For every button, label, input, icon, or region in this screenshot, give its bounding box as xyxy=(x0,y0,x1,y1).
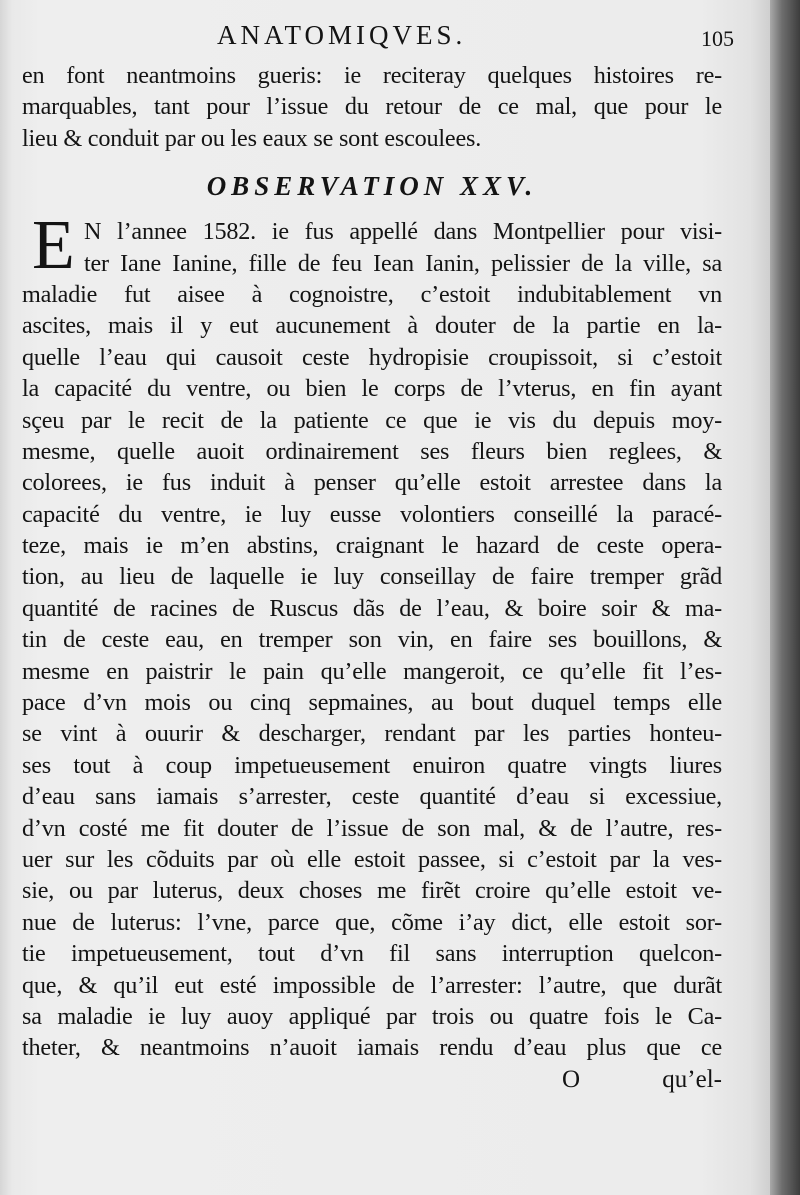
running-title: ANATOMIQVES. xyxy=(217,20,467,50)
drop-cap: E xyxy=(32,207,75,285)
text-line: ascites, mais il y eut aucunement à douter de la partie en la- xyxy=(22,312,722,340)
text-line: nue de luterus: l’vne, parce que, cõme i’ay dict, elle estoit sor- xyxy=(22,908,722,936)
text-line: maladie fut aisee à cognoistre, c’estoit indubitablement vn xyxy=(22,280,722,308)
text-line: pace d’vn mois ou cinq sepmaines, au bout duquel temps elle xyxy=(22,689,722,717)
text-line: tin de ceste eau, en tremper son vin, en faire ses bouillons, & xyxy=(22,626,722,654)
text-line: marquables, tant pour l’issue du retour de ce mal, que pour le xyxy=(22,93,722,121)
running-head xyxy=(22,20,734,60)
text-line: tie impetueusement, tout d’vn fil sans interruption quelcon- xyxy=(22,940,722,968)
text-line: mesme, quelle auoit ordinairement ses fleurs bien reglees, & xyxy=(22,437,722,465)
text-line: quelle l’eau qui causoit ceste hydropisie croupissoit, si c’estoit xyxy=(22,343,722,371)
text-line: sa maladie ie luy auoy appliqué par trois ou quatre fois le Ca- xyxy=(22,1002,722,1030)
text-line: capacité du ventre, ie luy eusse volontiers conseillé la paracé- xyxy=(22,500,722,528)
text-line: se vint à ouurir & descharger, rendant par les parties honteu- xyxy=(22,720,722,748)
text-line: d’eau sans iamais s’arrester, ceste quantité d’eau si excessiue, xyxy=(22,783,722,811)
text-line: mesme en paistrir le pain qu’elle mangeroit, ce qu’elle fit l’es- xyxy=(22,657,722,685)
intro-paragraph xyxy=(22,60,722,154)
observation-paragraph xyxy=(22,207,722,1064)
text-line: tion, au lieu de laquelle ie luy conseillay de faire tremper grãd xyxy=(22,563,722,591)
text-line: teze, mais ie m’en abstins, craignant le hazard de ceste opera- xyxy=(22,532,722,560)
catchword: qu’el- xyxy=(662,1065,722,1093)
text-line: sçeu par le recit de la patiente ce que ie vis du depuis moy- xyxy=(22,406,722,434)
page-footer xyxy=(22,1066,722,1100)
text-line: lieu & conduit par ou les eaux se sont escoulees. xyxy=(22,124,482,152)
text-line: ter Iane Ianine, fille de feu Iean Ianin, pelissier de la ville, sa xyxy=(84,249,722,277)
text-line: uer sur les cõduits par où elle estoit passee, si c’estoit par la ves- xyxy=(22,845,722,873)
text-line: colorees, ie fus induit à penser qu’elle estoit arrestee dans la xyxy=(22,469,722,497)
text-line: la capacité du ventre, ou bien le corps de l’vterus, en fin ayant xyxy=(22,375,722,403)
text-line: que, & qu’il eut esté impossible de l’arrester: l’autre, que durãt xyxy=(22,971,722,999)
text-line: ses tout à coup impetueusement enuiron quatre vingts liures xyxy=(22,751,722,779)
text-line: theter, & neantmoins n’auoit iamais rendu d’eau plus que ce xyxy=(22,1034,722,1062)
book-spine-shadow xyxy=(770,0,800,1195)
signature-mark: O xyxy=(562,1065,581,1093)
text-line: N l’annee 1582. ie fus appellé dans Montpellier pour visi- xyxy=(84,218,722,246)
text-column xyxy=(22,20,734,1100)
text-line: quantité de racines de Ruscus dãs de l’eau, & boire soir & ma- xyxy=(22,594,722,622)
observation-heading: OBSERVATION XXV. xyxy=(206,171,538,202)
text-line: d’vn costé me fit douter de l’issue de son mal, & de l’autre, res- xyxy=(22,814,722,842)
text-line: sie, ou par luterus, deux choses me firẽt croire qu’elle estoit ve- xyxy=(22,877,722,905)
page-number: 105 xyxy=(701,26,734,51)
text-line: en font neantmoins gueris: ie reciteray quelques histoires re- xyxy=(22,62,722,89)
